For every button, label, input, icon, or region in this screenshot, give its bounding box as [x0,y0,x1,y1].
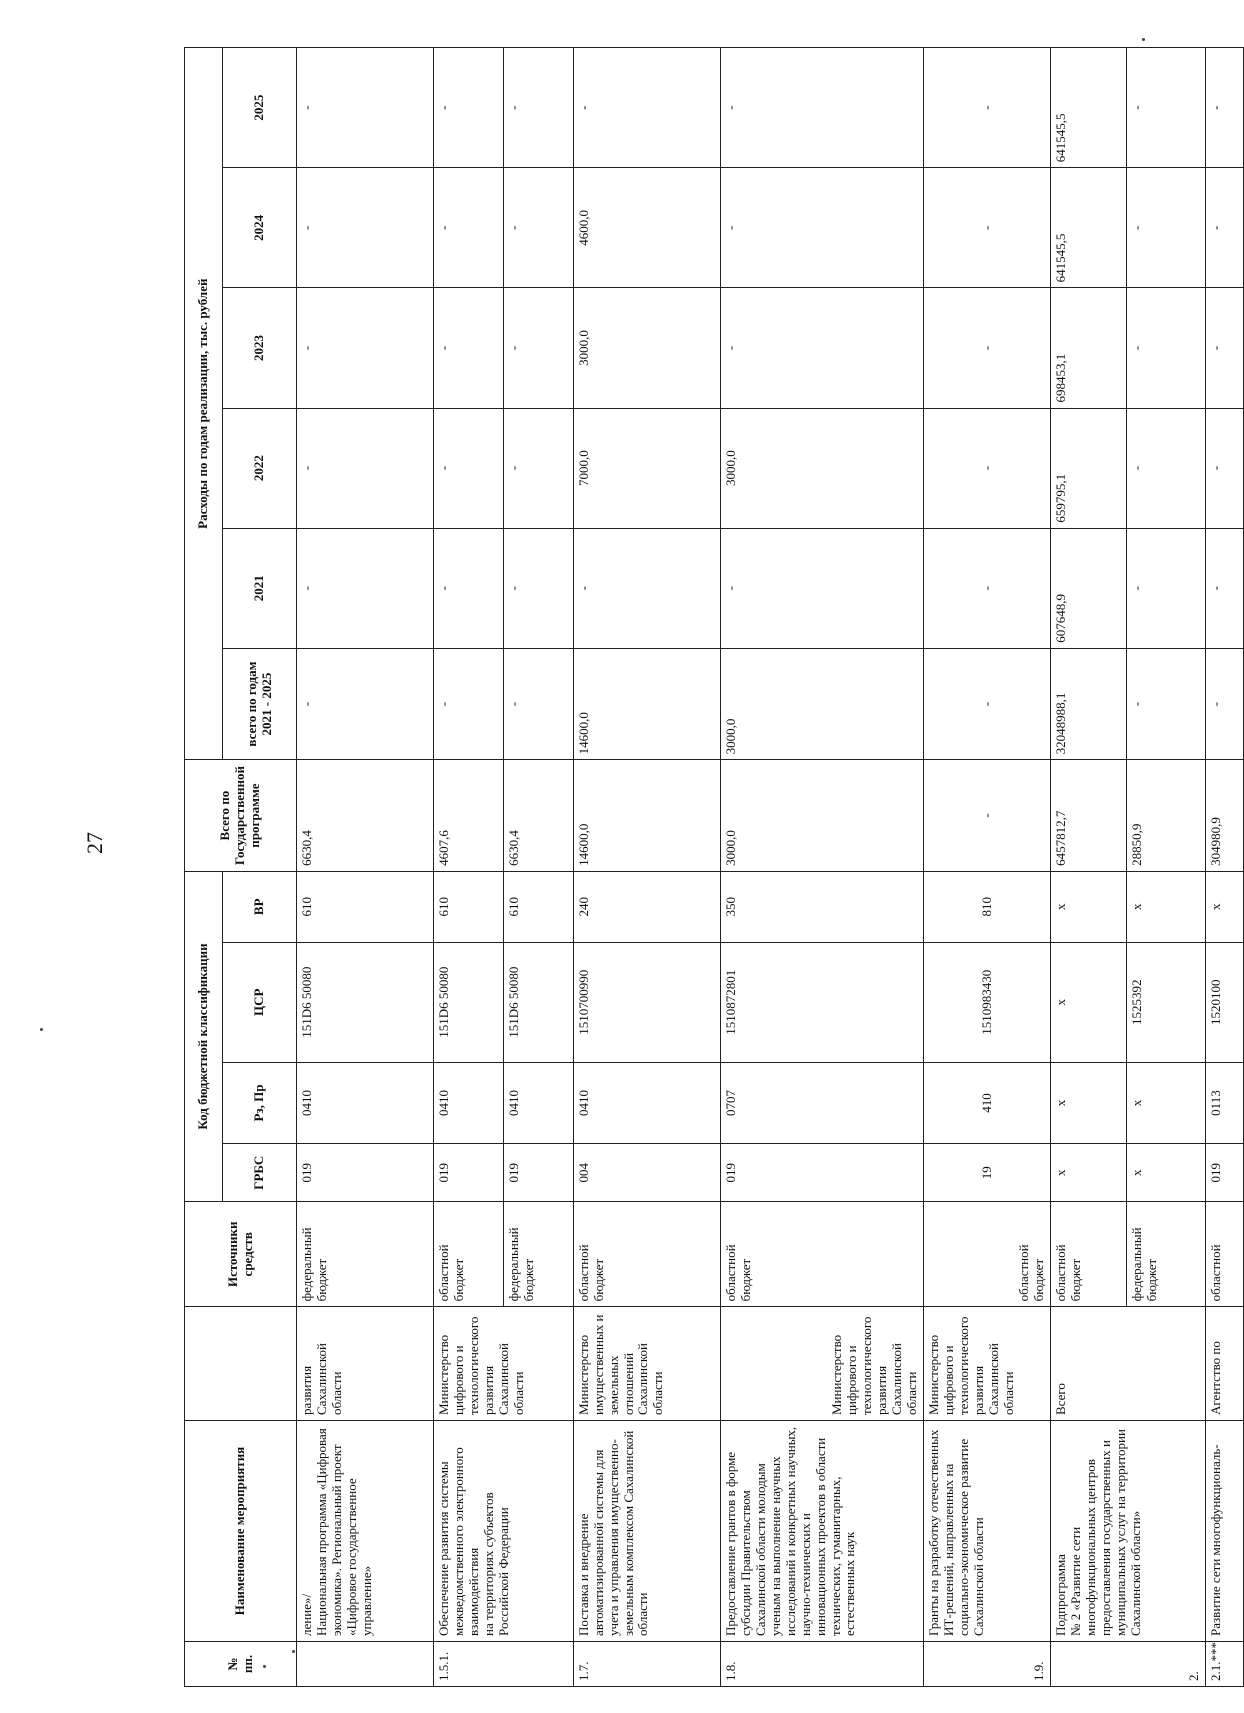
cell-2021: - [434,528,504,648]
cell-source: областной бюджет [720,1202,923,1307]
cell-2025: - [1127,48,1206,168]
cell-csr: 1510700990 [573,942,720,1062]
cell-csr: 1510872801 [720,942,923,1062]
cell-csr: 151D6 50080 [503,942,573,1062]
cell-total: 6630,4 [297,760,434,872]
cell-rzpr: х [1127,1062,1206,1144]
cell-executor: Министерство цифрового и технологического развития Сахалинской области [434,1307,574,1421]
table-row [297,48,434,1687]
cell-source: федеральный бюджет [297,1202,434,1307]
header-2024: 2024 [223,168,297,288]
cell-source: областной бюджет [1051,1202,1127,1307]
cell-csr: 1510983430 [924,942,1051,1062]
cell-2024: - [720,168,923,288]
cell-rzpr: 0113 [1205,1062,1243,1144]
table-row [720,48,923,1687]
header-2023: 2023 [223,288,297,408]
cell-grbs: 019 [503,1144,573,1202]
scan-speck [40,1028,43,1031]
cell-2023: 698453,1 [1051,288,1127,408]
cell-vr: х [1205,871,1243,942]
header-2025: 2025 [223,48,297,168]
cell-rzpr: 0410 [434,1062,504,1144]
cell-2022: 3000,0 [720,408,923,528]
header-total-years: всего по годам 2021 - 2025 [223,648,297,760]
cell-source: федеральный бюджет [503,1202,573,1307]
cell-csr: 1525392 [1127,942,1206,1062]
cell-2023: 3000,0 [573,288,720,408]
cell-grbs: 019 [1205,1144,1243,1202]
cell-num: 1.8. [720,1641,923,1686]
cell-2021: - [1205,528,1243,648]
cell-2022: - [503,408,573,528]
cell-2023: - [924,288,1051,408]
header-rzpr: Рз, Пр [223,1062,297,1144]
cell-2025: - [1205,48,1243,168]
cell-csr: 151D6 50080 [297,942,434,1062]
header-executor [185,1307,297,1421]
header-csr: ЦСР [223,942,297,1062]
header-num: № пп. [185,1641,297,1686]
cell-name: Развитие сети многофункциональ- [1205,1421,1243,1642]
cell-source: федеральный бюджет [1127,1202,1206,1307]
cell-total: 6457812,7 [1051,760,1127,872]
cell-grbs: 019 [434,1144,504,1202]
cell-executor: развития Сахалинской области [297,1307,434,1421]
cell-rzpr: 0410 [503,1062,573,1144]
cell-grbs: 019 [297,1144,434,1202]
cell-num [297,1641,434,1686]
cell-rzpr: 0410 [573,1062,720,1144]
cell-executor: Агентство по [1205,1307,1243,1421]
cell-csr: х [1051,942,1127,1062]
cell-total-years: 14600,0 [573,648,720,760]
table-row [924,48,1051,1687]
cell-name: Подпрограмма № 2 «Развитие сети многофункциональных центров предоставления государственных и муниципальных услуг на территории Сахалинской области» [1051,1421,1206,1642]
scan-speck [263,1665,266,1668]
cell-num: 1.5.1. [434,1641,574,1686]
cell-grbs: 004 [573,1144,720,1202]
cell-name: Гранты на разработку отечественных ИТ-решений, направленных на социально-экономическое развитие Сахалинской области [924,1421,1051,1642]
cell-2023: - [720,288,923,408]
cell-name: ление»/ Национальная программа «Цифровая экономика». Региональный проект «Цифровое государственное управление» [297,1421,434,1642]
cell-2024: - [297,168,434,288]
cell-executor: Всего [1051,1307,1206,1421]
cell-total-years: - [434,648,504,760]
cell-name: Поставка и внедрение автоматизированной системы для учета и управления имущественно-земельным комплексом Сахалинской области [573,1421,720,1642]
cell-csr: 151D6 50080 [434,942,504,1062]
cell-total-years: - [1205,648,1243,760]
cell-2023: - [297,288,434,408]
cell-total: 28850,9 [1127,760,1206,872]
header-2021: 2021 [223,528,297,648]
cell-source: областной бюджет [924,1202,1051,1307]
cell-2021: - [720,528,923,648]
cell-total-years: 3000,0 [720,648,923,760]
cell-2022: - [434,408,504,528]
cell-source: областной бюджет [434,1202,504,1307]
cell-total: 6630,4 [503,760,573,872]
cell-2025: - [573,48,720,168]
cell-source: областной [1205,1202,1243,1307]
cell-2025: 641545,5 [1051,48,1127,168]
cell-2024: 4600,0 [573,168,720,288]
cell-2024: - [924,168,1051,288]
table-row [1205,48,1243,1687]
cell-2021: - [1127,528,1206,648]
scan-speck [292,1650,295,1653]
cell-2024: - [1205,168,1243,288]
cell-num: 1.7. [573,1641,720,1686]
page-number: 27 [82,832,107,854]
cell-executor: Министерство цифрового и технологического развития Сахалинской области [720,1307,923,1421]
cell-2023: - [1205,288,1243,408]
cell-rzpr: 410 [924,1062,1051,1144]
header-grbs: ГРБС [223,1144,297,1202]
cell-source: областной бюджет [573,1202,720,1307]
cell-grbs: х [1127,1144,1206,1202]
cell-total-years: - [924,648,1051,760]
cell-total: 14600,0 [573,760,720,872]
cell-2022: - [297,408,434,528]
header-vr: ВР [223,871,297,942]
cell-2024: - [1127,168,1206,288]
cell-num: 2.1.*** [1205,1641,1243,1686]
cell-num: 1.9. [924,1641,1051,1686]
cell-total: 304980,9 [1205,760,1243,872]
scan-speck [1142,38,1145,41]
cell-total-years: 32048988,1 [1051,648,1127,760]
cell-rzpr: 0707 [720,1062,923,1144]
cell-2022: 7000,0 [573,408,720,528]
budget-table [184,47,1244,1687]
cell-2025: - [720,48,923,168]
cell-total-years: - [503,648,573,760]
rotated-table-sheet [184,47,1244,1687]
header-budget-code: Код бюджетной классификации [185,871,223,1201]
header-row-1 [185,48,223,1687]
table-row [1051,48,1127,1687]
cell-num: 2. [1051,1641,1206,1686]
cell-vr: 610 [434,871,504,942]
cell-vr: 610 [297,871,434,942]
cell-total: 3000,0 [720,760,923,872]
cell-2024: 641545,5 [1051,168,1127,288]
header-sources: Источники средств [185,1202,297,1307]
cell-grbs: 019 [720,1144,923,1202]
cell-2021: - [924,528,1051,648]
cell-2025: - [297,48,434,168]
cell-total-years: - [1127,648,1206,760]
cell-2022: 659795,1 [1051,408,1127,528]
cell-2025: - [503,48,573,168]
cell-2023: - [503,288,573,408]
cell-2021: - [297,528,434,648]
cell-total-years: - [297,648,434,760]
cell-vr: х [1127,871,1206,942]
table-row [434,48,504,1687]
cell-vr: 350 [720,871,923,942]
cell-name: Обеспечение развития системы межведомственного электронного взаимодействия на территориях субъектов Российской Федерации [434,1421,574,1642]
cell-vr: 810 [924,871,1051,942]
cell-2022: - [1205,408,1243,528]
cell-vr: х [1051,871,1127,942]
cell-total: 4607,6 [434,760,504,872]
header-name: Наименование мероприятия [185,1421,297,1642]
cell-2023: - [1127,288,1206,408]
table-row [573,48,720,1687]
cell-2025: - [924,48,1051,168]
cell-2023: - [434,288,504,408]
cell-rzpr: 0410 [297,1062,434,1144]
header-total-program: Всего по Государственной программе [185,760,297,872]
cell-2024: - [503,168,573,288]
cell-vr: 240 [573,871,720,942]
header-expenses: Расходы по годам реализации, тыс. рублей [185,48,223,760]
cell-2025: - [434,48,504,168]
cell-vr: 610 [503,871,573,942]
cell-2022: - [1127,408,1206,528]
cell-2021: 607648,9 [1051,528,1127,648]
cell-grbs: 19 [924,1144,1051,1202]
cell-total: - [924,760,1051,872]
cell-2024: - [434,168,504,288]
cell-grbs: х [1051,1144,1127,1202]
cell-2022: - [924,408,1051,528]
cell-csr: 1520100 [1205,942,1243,1062]
cell-name: Предоставление грантов в форме субсидии Правительством Сахалинской области молодым ученым на выполнение научных исследований и конкретных научных, научно-технических и инновационных проектов в области технических, гуманитарных, естественных наук [720,1421,923,1642]
cell-2021: - [503,528,573,648]
cell-executor: Министерство цифрового и технологического развития Сахалинской области [924,1307,1051,1421]
cell-executor: Министерство имущественных и земельных отношений Сахалинской области [573,1307,720,1421]
header-2022: 2022 [223,408,297,528]
cell-rzpr: х [1051,1062,1127,1144]
cell-2021: - [573,528,720,648]
